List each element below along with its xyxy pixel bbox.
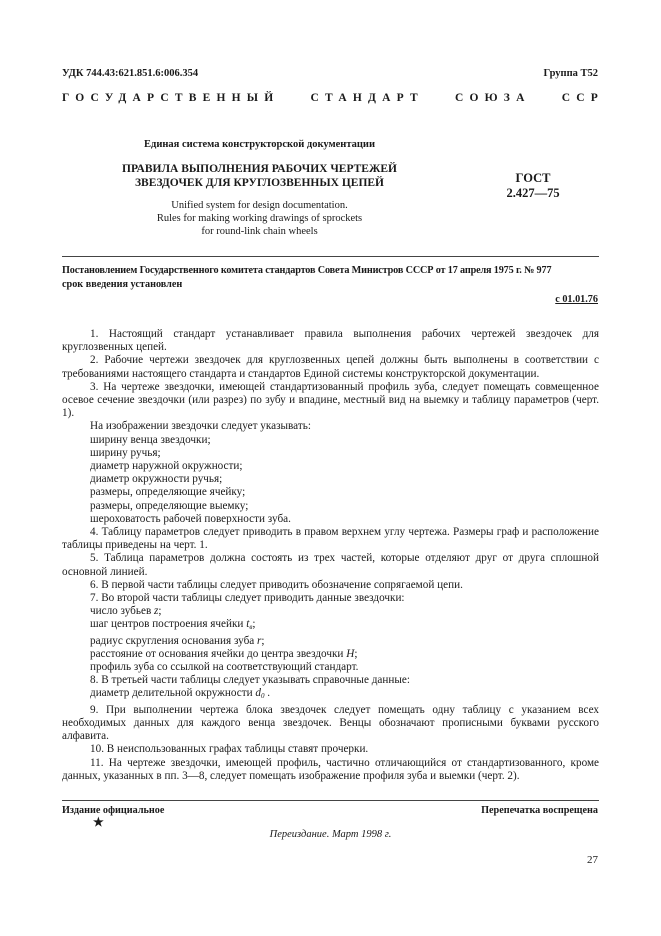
clause-11: 11. На чертеже звездочки, имеющей профиль, частично отличающийся от стандартизованного, кроме данных, указанных в пп. 3—8, следует помещать изображение профиля зуба и выемки (черт. 2). <box>62 756 599 782</box>
standard-body <box>62 328 599 783</box>
banner-word: ГОСУДАРСТВЕННЫЙ <box>62 92 280 104</box>
title-line: ПРАВИЛА ВЫПОЛНЕНИЯ РАБОЧИХ ЧЕРТЕЖЕЙ <box>122 163 397 175</box>
list-item: размеры, определяющие выемку; <box>90 499 249 512</box>
symbol: t <box>246 618 250 631</box>
effective-date-label: срок введения установлен <box>62 279 183 290</box>
reprint-notice: Перепечатка воспрещена <box>481 805 598 816</box>
list-item: диаметр делительной окружности $d_0$ . <box>90 687 271 701</box>
item-text: расстояние от основания ячейки до центра звездочки <box>90 647 344 660</box>
divider <box>62 800 599 801</box>
reissue-note: Переиздание. Март 1998 г. <box>269 829 392 840</box>
clause-3: 3. На чертеже звездочки, имеющей стандартизованный профиль зуба, следует помещать совмещенное осевое сечение звездочки (или разрез) по зубу и впадине, местный вид на выемку и таблицу параметров (черт. 1). <box>62 380 599 420</box>
resolution-text: Постановлением Государственного комитета стандартов Совета Министров СССР от 17 апреля 1975 г. № 977 <box>62 265 552 276</box>
clause-7: 7. Во второй части таблицы следует приводить данные звездочки: <box>90 592 405 605</box>
clause-1: 1. Настоящий стандарт устанавливает правила выполнения рабочих чертежей звездочек для круглозвенных цепей. <box>62 328 599 354</box>
list-item: шероховатость рабочей поверхности зуба. <box>90 512 291 525</box>
list-item: шаг центров построения ячейки $t_в$; <box>90 618 256 632</box>
clause-8: 8. В третьей части таблицы следует указывать справочные данные: <box>90 674 410 687</box>
symbol-subscript: в <box>249 623 253 632</box>
english-line: Unified system for design documentation. <box>171 200 348 211</box>
list-item: радиус скругления основания зуба r; <box>90 634 265 647</box>
list-item: диаметр наружной окружности; <box>90 460 243 473</box>
list-item: диаметр окружности ручья; <box>90 473 223 486</box>
group-code: Группа Т52 <box>543 68 598 79</box>
gost-label: ГОСТ <box>515 171 551 185</box>
banner-word: СТАНДАРТ <box>310 92 424 104</box>
state-standard-banner <box>62 92 604 104</box>
symbol: d <box>255 687 261 700</box>
english-line: Rules for making working drawings of sprockets <box>156 212 363 224</box>
page-number: 27 <box>587 854 598 866</box>
list-item: расстояние от основания ячейки до центра звездочки H; <box>90 647 358 660</box>
symbol-subscript: 0 <box>260 692 265 701</box>
effective-date: с 01.01.76 <box>555 294 598 305</box>
banner-word: ССР <box>561 92 604 104</box>
list-item: число зубьев z; <box>90 605 162 618</box>
clause-10: 10. В неиспользованных графах таблицы ставят прочерки. <box>90 743 369 756</box>
list-item: профиль зуба со ссылкой на соответствующий стандарт. <box>90 661 359 674</box>
item-text: шаг центров построения ячейки <box>90 618 244 631</box>
clause-2: 2. Рабочие чертежи звездочек для круглозвенных цепей должны быть выполнены в соответствии с требованиями настоящего стандарта и стандартов Единой системы конструкторской документации. <box>62 354 599 380</box>
star-mark: ★ <box>93 815 104 829</box>
title-line: ЗВЕЗДОЧЕК ДЛЯ КРУГЛОЗВЕННЫХ ЦЕПЕЙ <box>134 177 385 189</box>
english-title <box>62 200 457 238</box>
banner-word: СОЮЗА <box>455 92 531 104</box>
clause-4: 4. Таблицу параметров следует приводить в правом верхнем углу чертежа. Размеры граф и расположение таблицы приведены на черт. 1. <box>62 526 599 552</box>
item-text: диаметр делительной окружности <box>90 687 253 700</box>
symbol: z <box>154 605 159 618</box>
system-title: Единая система конструкторской документации <box>144 139 375 150</box>
item-text: число зубьев <box>90 605 152 618</box>
list-item: размеры, определяющие ячейку; <box>90 486 246 499</box>
clause-9: 9. При выполнении чертежа блока звездочек следует помещать одну таблицу с указанием всех необходимых данных для каждого венца звездочек. Венцы обозначают прописными буквами русского алфавита. <box>62 703 599 743</box>
clause-3-lead: На изображении звездочки следует указывать: <box>90 420 311 433</box>
gost-designation <box>478 171 588 201</box>
divider <box>62 256 599 257</box>
clause-6: 6. В первой части таблицы следует приводить обозначение сопрягаемой цепи. <box>90 578 463 591</box>
gost-number: 2.427—75 <box>506 186 560 200</box>
list-item: ширину ручья; <box>90 446 161 459</box>
symbol: r <box>257 634 262 647</box>
item-text: радиус скругления основания зуба <box>90 634 255 647</box>
symbol: H <box>346 647 355 660</box>
document-title <box>62 162 457 190</box>
english-line: for round-link chain wheels <box>201 225 318 237</box>
list-item: ширину венца звездочки; <box>90 433 211 446</box>
official-edition: Издание официальное <box>62 805 165 816</box>
clause-5: 5. Таблица параметров должна состоять из трех частей, которые отделяют друг от друга сплошной основной линией. <box>62 552 599 578</box>
udk-code: УДК 744.43:621.851.6:006.354 <box>62 68 199 79</box>
